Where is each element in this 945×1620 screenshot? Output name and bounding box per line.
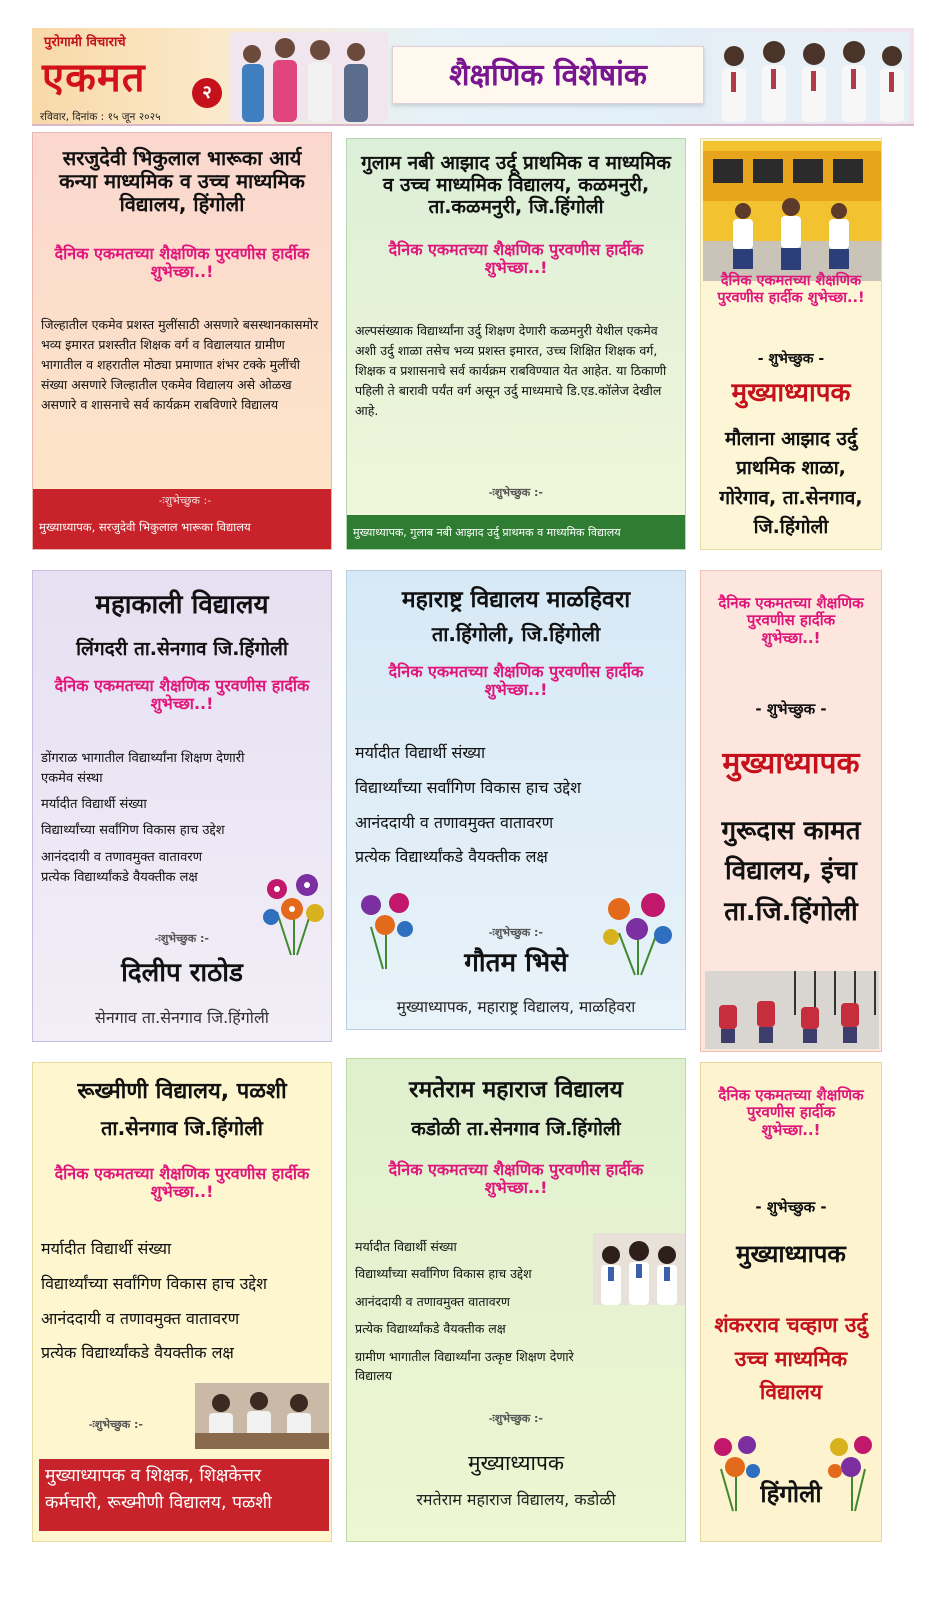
ad-gurudas-kamat-school — [700, 570, 882, 1052]
school-name: शंकरराव चव्हाण उर्दु उच्च माध्यमिक विद्यालय — [714, 1313, 868, 1405]
school-address: ता.सेनगाव जि.हिंगोली — [101, 1116, 263, 1140]
footer-bar: मुख्याध्यापक, गुलाब नबी आझाद उर्दु प्राथमक व माध्यमिक विद्यालय — [347, 515, 685, 550]
wisher-label: - शुभेच्छुक - — [755, 1198, 827, 1216]
school-address: ता.हिंगोली, जि.हिंगोली — [431, 622, 601, 646]
students-group-photo-icon — [593, 1233, 685, 1305]
ad-ramteram-maharaj-school — [346, 1058, 686, 1542]
school-title: रमतेराम महाराज विद्यालय — [409, 1077, 623, 1103]
list-item: विद्यार्थ्यांच्या सर्वांगिण विकास हाच उद्देश — [41, 823, 225, 839]
list-item: प्रत्येक विद्यार्थ्यांकडे वैयक्तीक लक्ष — [41, 869, 198, 885]
page-header — [32, 28, 914, 126]
list-item: विद्यार्थ्यांच्या सर्वांगिण विकास हाच उद्देश — [41, 1273, 268, 1293]
supplement-banner: शैक्षणिक विशेषांक — [392, 46, 704, 104]
wisher-place: रमतेराम महाराज विद्यालय, कडोळी — [416, 1490, 616, 1509]
list-item: डोंगराळ भागातील विद्यार्थ्यांना शिक्षण देणारी एकमेव संस्था — [41, 751, 245, 787]
wisher-label: -ःशुभेच्छुक :- — [489, 926, 543, 939]
school-description: जिल्हातील एकमेव प्रशस्त मुलींसाठी असणारे बसस्थानकासमोर भव्य इमारत प्रशस्तीत शिक्षक वर्ग व विद्यालयात ग्रामीण भागातील व शहरातील मोठ्या प्रमाणात शंभर टक्के मुलींची संख्या असणारे जिल्हातील एकमेव विद्यालय असे ओळख असणारे व शासनाचे सर्व कार्यक्रम राबविणारे विद्यालय — [41, 317, 319, 412]
wish-text: दैनिक एकमतच्या शैक्षणिक पुरवणीस हार्दीक शुभेच्छा..! — [54, 1164, 310, 1202]
wisher-label: -ःशुभेच्छुक :- — [158, 494, 212, 507]
wisher-place: सेनगाव ता.सेनगाव जि.हिंगोली — [95, 1008, 269, 1027]
wish-text: दैनिक एकमतच्या शैक्षणिक पुरवणीस हार्दीक शुभेच्छा..! — [388, 662, 644, 700]
footer-bar — [33, 489, 331, 550]
wisher-name: गौतम भिसे — [464, 948, 568, 978]
school-name: गुरूदास कामत विद्यालय, इंचा ता.जि.हिंगोली — [721, 816, 861, 927]
feature-list — [41, 1239, 329, 1364]
list-item: ग्रामीण भागातील विद्यार्थ्यांना उत्कृष्ट शिक्षण देणारे विद्यालय — [355, 1348, 574, 1383]
wisher-label: - शुभेच्छुक - — [755, 700, 827, 718]
school-name: मौलाना आझाद उर्दु प्राथमिक शाळा, गोरेगाव, ता.सेनगाव, जि.हिंगोली — [719, 428, 863, 539]
wisher-place: मुख्याध्यापक, महाराष्ट्र विद्यालय, माळहिवरा — [396, 998, 636, 1016]
wish-text: दैनिक एकमतच्या शैक्षणिक पुरवणीस हार्दीक शुभेच्छा..! — [718, 1086, 864, 1139]
feature-list — [355, 743, 675, 868]
wisher-label: -ःशुभेच्छुक :- — [89, 1418, 143, 1431]
list-item: प्रत्येक विद्यार्थ्यांकडे वैयक्तीक लक्ष — [355, 1321, 506, 1337]
students-walking-photo-icon — [705, 971, 879, 1049]
children-photo-icon — [712, 32, 910, 122]
school-address: लिंगदरी ता.सेनगाव जि.हिंगोली — [76, 638, 288, 660]
date-line: रविवार, दिनांक : १५ जून २०२५ — [40, 111, 161, 123]
wisher-label: -ःशुभेच्छुक :- — [155, 932, 209, 945]
wisher-label: -ःशुभेच्छुक :- — [489, 486, 543, 499]
ad-shankarrao-chavan-school — [700, 1062, 882, 1542]
principal-role: मुख्याध्यापक — [731, 378, 851, 408]
wish-text: दैनिक एकमतच्या शैक्षणिक पुरवणीस हार्दीक शुभेच्छा..! — [388, 240, 644, 278]
flower-bouquet-icon — [825, 1429, 879, 1513]
list-item: आनंददायी व तणावमुक्त वातावरण — [355, 1293, 510, 1309]
school-title: सरजुदेवी भिकुलाल भारूका आर्य कन्या माध्यमिक व उच्च माध्यमिक विद्यालय, हिंगोली — [59, 146, 305, 216]
principal-role: मुख्याध्यापक — [722, 746, 860, 781]
principal-role: मुख्याध्यापक — [736, 1240, 846, 1268]
ad-ghulam-nabi-azad-school — [346, 138, 686, 550]
list-item: मर्यादीत विद्यार्थी संख्या — [41, 797, 147, 813]
brand-tagline: पुरोगामी विचाराचे — [44, 35, 126, 50]
ad-mahakali-school — [32, 570, 332, 1042]
feature-list — [41, 749, 263, 888]
list-item: विद्यार्थ्यांच्या सर्वांगिण विकास हाच उद्देश — [355, 1266, 532, 1282]
school-city: हिंगोली — [760, 1480, 822, 1508]
list-item: आनंददायी व तणावमुक्त वातावरण — [41, 1308, 240, 1328]
school-title: रूख्मीणी विद्यालय, पळशी — [77, 1079, 287, 1104]
school-address: कडोळी ता.सेनगाव जि.हिंगोली — [411, 1118, 621, 1140]
page-number: २ — [192, 78, 222, 108]
wisher-name: दिलीप राठोड — [121, 958, 243, 988]
list-item: प्रत्येक विद्यार्थ्यांकडे वैयक्तीक लक्ष — [41, 1343, 234, 1363]
school-title: गुलाम नबी आझाद उर्दू प्राथमिक व माध्यमिक व उच्च माध्यमिक विद्यालय, कळमनुरी, ता.कळमनुरी, जि.हिंगोली — [361, 152, 671, 218]
ad-maulana-azad-school — [700, 138, 882, 550]
wish-text: दैनिक एकमतच्या शैक्षणिक पुरवणीस हार्दीक शुभेच्छा..! — [717, 273, 865, 306]
principal-role: मुख्याध्यापक — [467, 1451, 565, 1475]
ad-rukhmini-school — [32, 1062, 332, 1542]
ad-sarjudevi-school — [32, 132, 332, 550]
school-description: अल्पसंख्याक विद्यार्थ्यांना उर्दु शिक्षण देणारी कळमनुरी येथील एकमेव अशी उर्दु शाळा तसेच भव्य प्रशस्त इमारत, उच्च शिक्षित शिक्षक वर्ग, शिक्षक व प्रशासनाचे सर्व कार्यक्रम राबविण्यात येत आहेत. या ठिकाणी पहिली ते बारावी पर्यंत वर्ग असून उर्दु माध्यमाचे डि.एड.कॉलेज देखील आहे. — [355, 323, 667, 418]
list-item: आनंददायी व तणावमुक्त वातावरण — [355, 812, 554, 832]
list-item: मर्यादीत विद्यार्थी संख्या — [41, 1239, 172, 1258]
wish-text: दैनिक एकमतच्या शैक्षणिक पुरवणीस हार्दीक शुभेच्छा..! — [388, 1160, 644, 1198]
students-photo-icon — [230, 32, 388, 122]
classroom-photo-icon — [195, 1383, 329, 1449]
school-title: महाकाली विद्यालय — [95, 590, 269, 620]
list-item: आनंददायी व तणावमुक्त वातावरण — [41, 849, 203, 865]
feature-list — [355, 1237, 593, 1385]
school-bus-photo-icon — [703, 141, 881, 281]
wish-text: दैनिक एकमतच्या शैक्षणिक पुरवणीस हार्दीक शुभेच्छा..! — [54, 244, 310, 282]
brand-logo: एकमत — [42, 54, 146, 101]
ad-maharashtra-school — [346, 570, 686, 1030]
school-title: महाराष्ट्र विद्यालय माळहिवरा — [401, 587, 631, 613]
list-item: विद्यार्थ्यांच्या सर्वांगिण विकास हाच उद्देश — [355, 777, 582, 797]
footer-text: मुख्याध्यापक, सरजुदेवी भिकुलाल भारूका विद्यालय — [39, 520, 251, 534]
list-item: मर्यादीत विद्यार्थी संख्या — [355, 1239, 457, 1254]
wish-text: दैनिक एकमतच्या शैक्षणिक पुरवणीस हार्दीक शुभेच्छा..! — [54, 676, 310, 714]
list-item: प्रत्येक विद्यार्थ्यांकडे वैयक्तीक लक्ष — [355, 847, 548, 867]
list-item: मर्यादीत विद्यार्थी संख्या — [355, 743, 486, 762]
footer-bar: मुख्याध्यापक व शिक्षक, शिक्षकेत्तर कर्मचारी, रूख्मीणी विद्यालय, पळशी — [39, 1459, 329, 1531]
wish-text: दैनिक एकमतच्या शैक्षणिक पुरवणीस हार्दीक शुभेच्छा..! — [718, 594, 864, 647]
wisher-label: - शुभेच्छुक - — [757, 351, 825, 367]
wisher-label: -ःशुभेच्छुक :- — [489, 1412, 543, 1425]
